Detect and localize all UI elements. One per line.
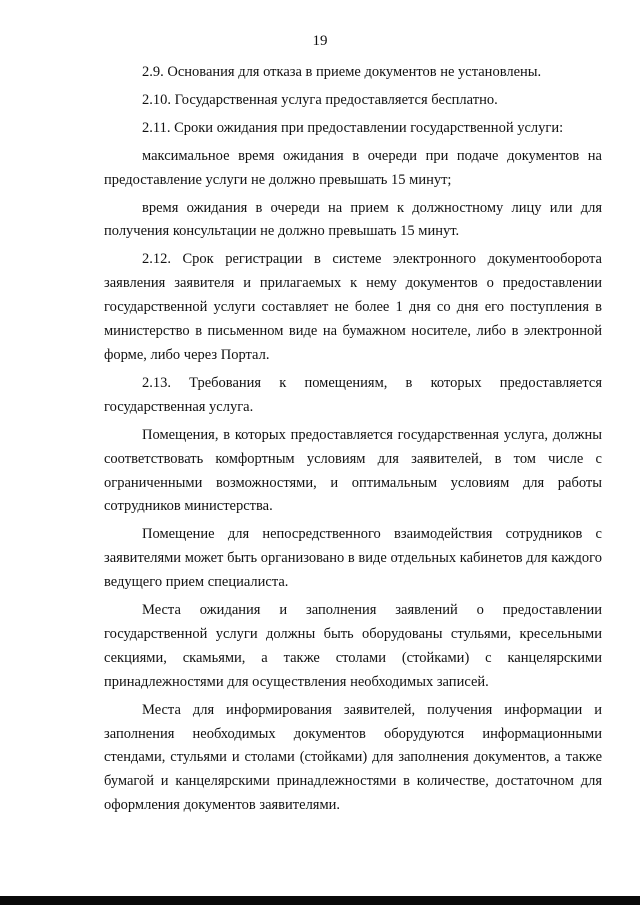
paragraph-2-11: 2.11. Сроки ожидания при предоставлении государственной услуги: <box>142 119 564 136</box>
paragraph-interaction-room: Помещение для непосредственного взаимодействия сотрудников с заявителями может быть организовано в виде отдельных кабинетов для каждого ведущего прием специалиста. <box>104 526 602 591</box>
scan-bottom-edge <box>0 896 640 905</box>
paragraph-max-wait-time: максимальное время ожидания в очереди при подаче документов на предоставление услуги не должно превышать 15 минут; <box>104 147 602 188</box>
paragraph-2-13: 2.13. Требования к помещениям, в которых предоставляется государственная услуга. <box>104 374 602 415</box>
paragraph-2-9: 2.9. Основания для отказа в приеме документов не установлены. <box>142 64 542 80</box>
paragraph-2-10: 2.10. Государственная услуга предоставляется бесплатно. <box>142 91 498 108</box>
paragraph-reception-wait-time: время ожидания в очереди на прием к должностному лицу или для получения консультации не должно превышать 15 минут. <box>104 199 602 240</box>
paragraph-information-places: Места для информирования заявителей, получения информации и заполнения необходимых документов оборудуются информационными стендами, стульями и столами (стойками) для заполнения документов, а также бумагой и канцелярскими принадлежностями в количестве, достаточном для оформления документов заявителями. <box>104 701 602 814</box>
paragraph-waiting-places: Места ожидания и заполнения заявлений о предоставлении государственной услуги должны быть оборудованы стульями, кресельными секциями, скамьями, а также столами (стойками) с канцелярскими принадлежностями для осуществления необходимых записей. <box>104 602 602 690</box>
document-body <box>104 61 602 818</box>
paragraph-premises: Помещения, в которых предоставляется государственная услуга, должны соответствовать комфортным условиям для заявителей, в том числе с ограниченными возможностями, и оптимальным условиям для работы сотрудников министерства. <box>104 426 602 515</box>
paragraph-2-12: 2.12. Срок регистрации в системе электронного документооборота заявления заявителя и прилагаемых к нему документов о предоставлении государственной услуги составляет не более 1 дня со дня его поступления в министерство в письменном виде на бумажном носителе, либо в электронной форме, либо через Портал. <box>104 251 602 363</box>
page-number: 19 <box>312 33 328 49</box>
